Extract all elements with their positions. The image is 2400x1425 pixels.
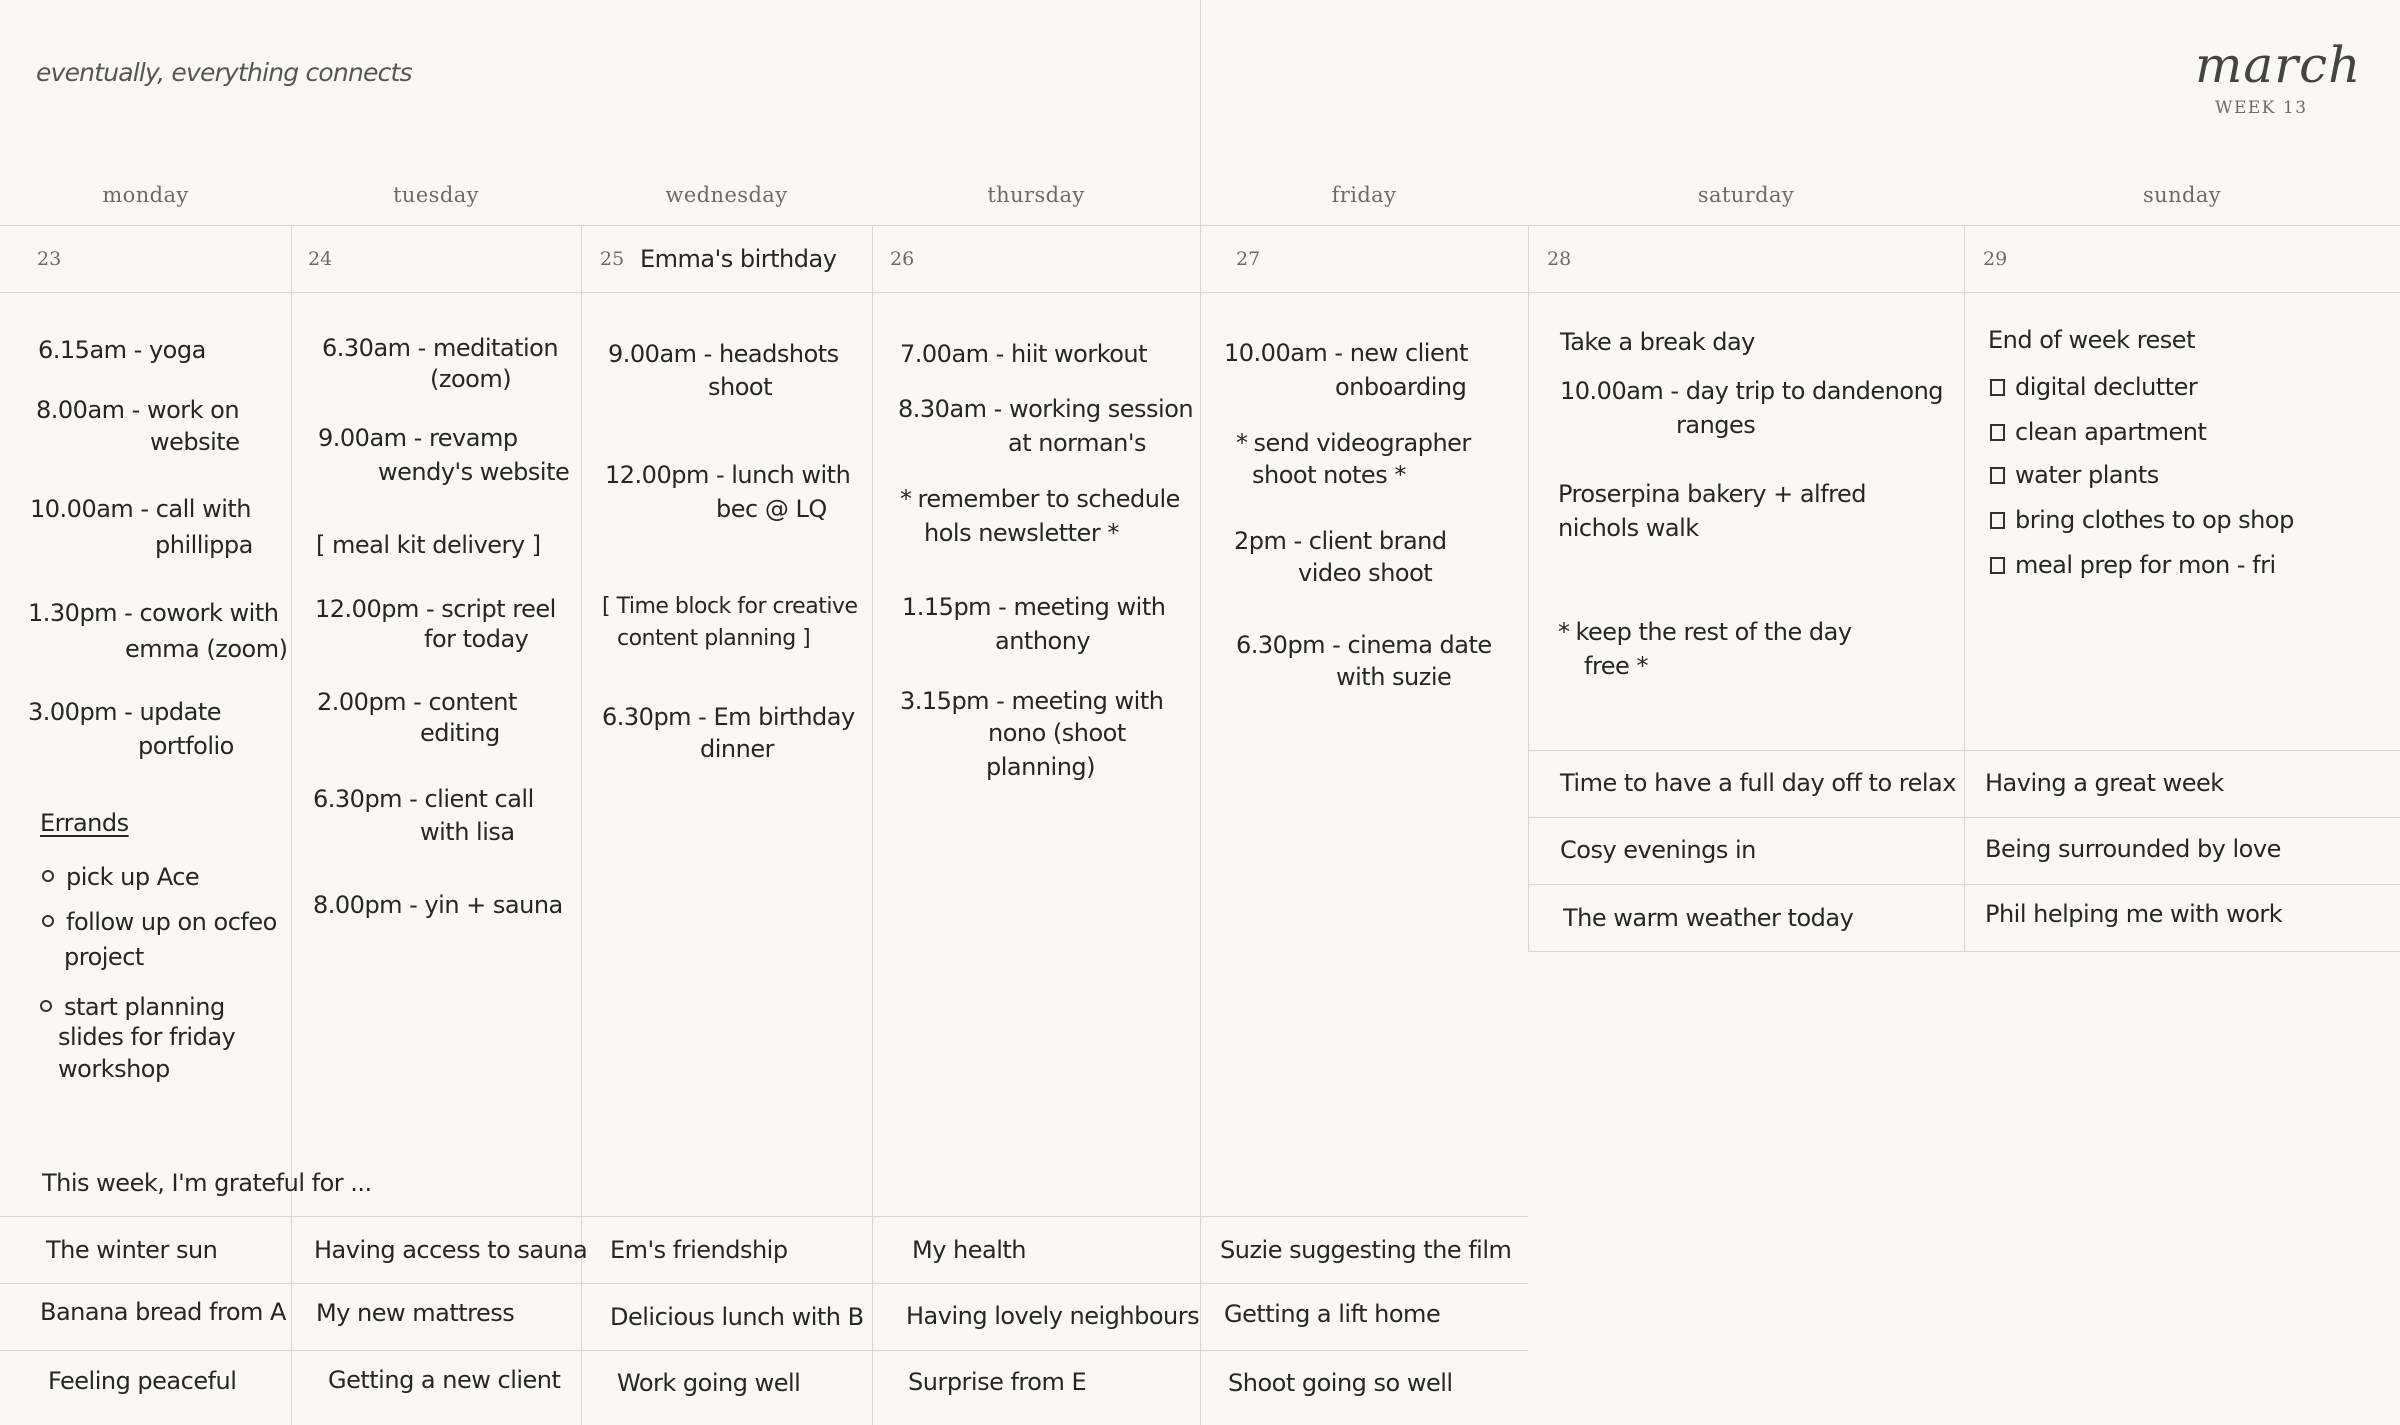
dayname-monday: monday (102, 183, 189, 207)
col-divider (291, 225, 292, 1425)
checklist-text: bring clothes to op shop (2015, 506, 2294, 534)
thursday-entry: at norman's (1008, 429, 1146, 457)
gratitude-cell: Banana bread from A (40, 1298, 286, 1326)
errand-item-cont: workshop (58, 1055, 170, 1083)
thursday-entry: anthony (995, 627, 1091, 655)
date-thursday: 26 (890, 248, 915, 270)
col-divider (1200, 225, 1201, 1425)
monday-entry: 3.00pm - update (28, 698, 222, 726)
saturday-entry: nichols walk (1558, 514, 1699, 542)
tuesday-entry: 6.30am - meditation (322, 334, 559, 362)
saturday-entry: ranges (1676, 411, 1756, 439)
date-monday: 23 (37, 248, 62, 270)
gratitude-cell: Getting a lift home (1224, 1300, 1441, 1328)
friday-entry (1236, 426, 1471, 460)
circle-bullet-icon (40, 1000, 52, 1012)
gratitude-weekend-cell: Cosy evenings in (1560, 836, 1756, 864)
weekend-rule (1528, 817, 2400, 818)
errand-item-cont: project (64, 943, 144, 971)
gratitude-rule (0, 1216, 1528, 1217)
weekend-rule (1528, 750, 2400, 751)
tuesday-entry: 2.00pm - content (317, 688, 517, 716)
wednesday-entry: content planning ] (617, 626, 811, 651)
checkbox-icon (1990, 557, 2005, 574)
gratitude-cell: Work going well (617, 1369, 801, 1397)
thursday-entry: nono (shoot (988, 719, 1126, 747)
errand-text: start planning (64, 993, 225, 1021)
sunday-checklist-item (1990, 548, 2276, 582)
weekend-rule (1528, 884, 2400, 885)
gratitude-cell: My new mattress (316, 1299, 515, 1327)
errand-item (42, 905, 277, 939)
sunday-checklist-item (1990, 503, 2294, 537)
star-icon: * (1236, 429, 1248, 457)
tagline: eventually, everything connects (36, 58, 412, 87)
gratitude-cell: Suzie suggesting the film (1220, 1236, 1512, 1264)
monday-entry: 1.30pm - cowork with (28, 599, 279, 627)
gratitude-weekend-cell: Phil helping me with work (1985, 900, 2283, 928)
checklist-text: water plants (2015, 461, 2159, 489)
saturday-entry-text: keep the rest of the day (1575, 618, 1852, 646)
gratitude-weekend-cell: Being surrounded by love (1985, 835, 2281, 863)
col-divider (872, 225, 873, 1425)
checkbox-icon (1990, 467, 2005, 484)
date-sunday: 29 (1983, 248, 2008, 270)
wednesday-entry: [ Time block for creative (602, 594, 858, 619)
gratitude-prompt: This week, I'm grateful for ... (42, 1169, 372, 1197)
thursday-entry: 7.00am - hiit workout (900, 340, 1148, 368)
thursday-entry: 3.15pm - meeting with (900, 687, 1164, 715)
circle-bullet-icon (42, 915, 54, 927)
week-label: WEEK 13 (2215, 98, 2308, 118)
dayname-wednesday: wednesday (665, 183, 788, 207)
errand-item-cont: slides for friday (58, 1023, 236, 1051)
tuesday-entry: 9.00am - revamp (318, 424, 518, 452)
gratitude-weekend-cell: Time to have a full day off to relax (1560, 769, 1956, 797)
star-icon: * (1558, 618, 1570, 646)
sunday-checklist-item (1990, 370, 2197, 404)
friday-entry: 6.30pm - cinema date (1236, 631, 1492, 659)
col-divider (1528, 225, 1529, 952)
gratitude-cell: Getting a new client (328, 1366, 561, 1394)
errand-text: pick up Ace (66, 863, 200, 891)
friday-entry: video shoot (1298, 559, 1433, 587)
thursday-entry: hols newsletter * (924, 519, 1119, 547)
saturday-entry: free * (1584, 652, 1648, 680)
weekend-rule (1528, 951, 2400, 952)
gratitude-cell: Feeling peaceful (48, 1367, 237, 1395)
dayname-tuesday: tuesday (393, 183, 479, 207)
star-icon: * (900, 485, 912, 513)
monday-entry: phillippa (155, 531, 253, 559)
tuesday-entry: 12.00pm - script reel (315, 595, 556, 623)
gratitude-cell: Em's friendship (610, 1236, 788, 1264)
sunday-checklist-item (1990, 458, 2159, 492)
date-saturday: 28 (1547, 248, 1572, 270)
friday-entry: shoot notes * (1252, 461, 1406, 489)
tuesday-entry: for today (424, 625, 529, 653)
saturday-entry: Proserpina bakery + alfred (1558, 480, 1867, 508)
saturday-entry: 10.00am - day trip to dandenong (1560, 377, 1944, 405)
checklist-text: digital declutter (2015, 373, 2198, 401)
date-tuesday: 24 (308, 248, 333, 270)
dayname-sunday: sunday (2142, 183, 2222, 207)
tuesday-entry: 8.00pm - yin + sauna (313, 891, 563, 919)
gratitude-cell: Having access to sauna (314, 1236, 588, 1264)
gratitude-rule (0, 1283, 1528, 1284)
tuesday-entry: editing (420, 719, 500, 747)
monday-entry: 8.00am - work on (36, 396, 240, 424)
errand-item (40, 990, 225, 1024)
friday-entry: 10.00am - new client (1224, 339, 1468, 367)
thursday-entry-text: remember to schedule (917, 485, 1180, 513)
thursday-entry (900, 482, 1180, 516)
tuesday-entry: (zoom) (430, 365, 512, 393)
thursday-entry: 1.15pm - meeting with (902, 593, 1166, 621)
saturday-entry: Take a break day (1560, 328, 1755, 356)
tuesday-entry: with lisa (420, 818, 515, 846)
friday-entry: onboarding (1335, 373, 1467, 401)
gratitude-cell: My health (912, 1236, 1027, 1264)
wednesday-entry: 9.00am - headshots (608, 340, 839, 368)
monday-entry: 6.15am - yoga (38, 336, 206, 364)
gratitude-cell: Shoot going so well (1228, 1369, 1453, 1397)
date-friday: 27 (1236, 248, 1261, 270)
thursday-entry: 8.30am - working session (898, 395, 1194, 423)
saturday-entry (1558, 615, 1852, 649)
tuesday-entry: [ meal kit delivery ] (316, 531, 541, 559)
col-divider (1964, 225, 1965, 952)
tuesday-entry: wendy's website (378, 458, 570, 486)
errand-text: follow up on ocfeo (66, 908, 277, 936)
friday-entry-text: send videographer (1253, 429, 1471, 457)
friday-entry: with suzie (1336, 663, 1452, 691)
wednesday-entry: 12.00pm - lunch with (605, 461, 851, 489)
friday-entry: 2pm - client brand (1234, 527, 1447, 555)
dayname-friday: friday (1331, 183, 1397, 207)
monday-entry: emma (zoom) (125, 635, 288, 663)
checkbox-icon (1990, 379, 2005, 396)
gratitude-cell: Surprise from E (908, 1368, 1087, 1396)
gratitude-cell: The winter sun (46, 1236, 218, 1264)
month-title: march (2195, 36, 2362, 94)
checklist-text: clean apartment (2015, 418, 2207, 446)
wednesday-entry: dinner (700, 735, 774, 763)
errands-title: Errands (40, 809, 129, 837)
thursday-entry: planning) (986, 753, 1096, 781)
date-wednesday: 25 (600, 248, 625, 270)
tuesday-entry: 6.30pm - client call (313, 785, 534, 813)
wednesday-entry: shoot (708, 373, 772, 401)
gratitude-weekend-cell: Having a great week (1985, 769, 2224, 797)
monday-entry: portfolio (138, 732, 234, 760)
dayname-saturday: saturday (1697, 183, 1795, 207)
gratitude-rule (0, 1350, 1528, 1351)
circle-bullet-icon (42, 870, 54, 882)
errand-item (42, 860, 199, 894)
sunday-checklist-item (1990, 415, 2206, 449)
gratitude-weekend-cell: The warm weather today (1563, 904, 1854, 932)
wednesday-header-note: Emma's birthday (640, 245, 837, 273)
wednesday-entry: bec @ LQ (716, 495, 827, 523)
monday-entry: 10.00am - call with (30, 495, 251, 523)
monday-entry: website (150, 428, 240, 456)
wednesday-entry: 6.30pm - Em birthday (602, 703, 855, 731)
gratitude-cell: Having lovely neighbours (906, 1302, 1200, 1330)
gratitude-cell: Delicious lunch with B (610, 1303, 864, 1331)
checklist-text: meal prep for mon - fri (2015, 551, 2276, 579)
checkbox-icon (1990, 512, 2005, 529)
sunday-title: End of week reset (1988, 326, 2195, 354)
dayname-thursday: thursday (987, 183, 1085, 207)
checkbox-icon (1990, 424, 2005, 441)
